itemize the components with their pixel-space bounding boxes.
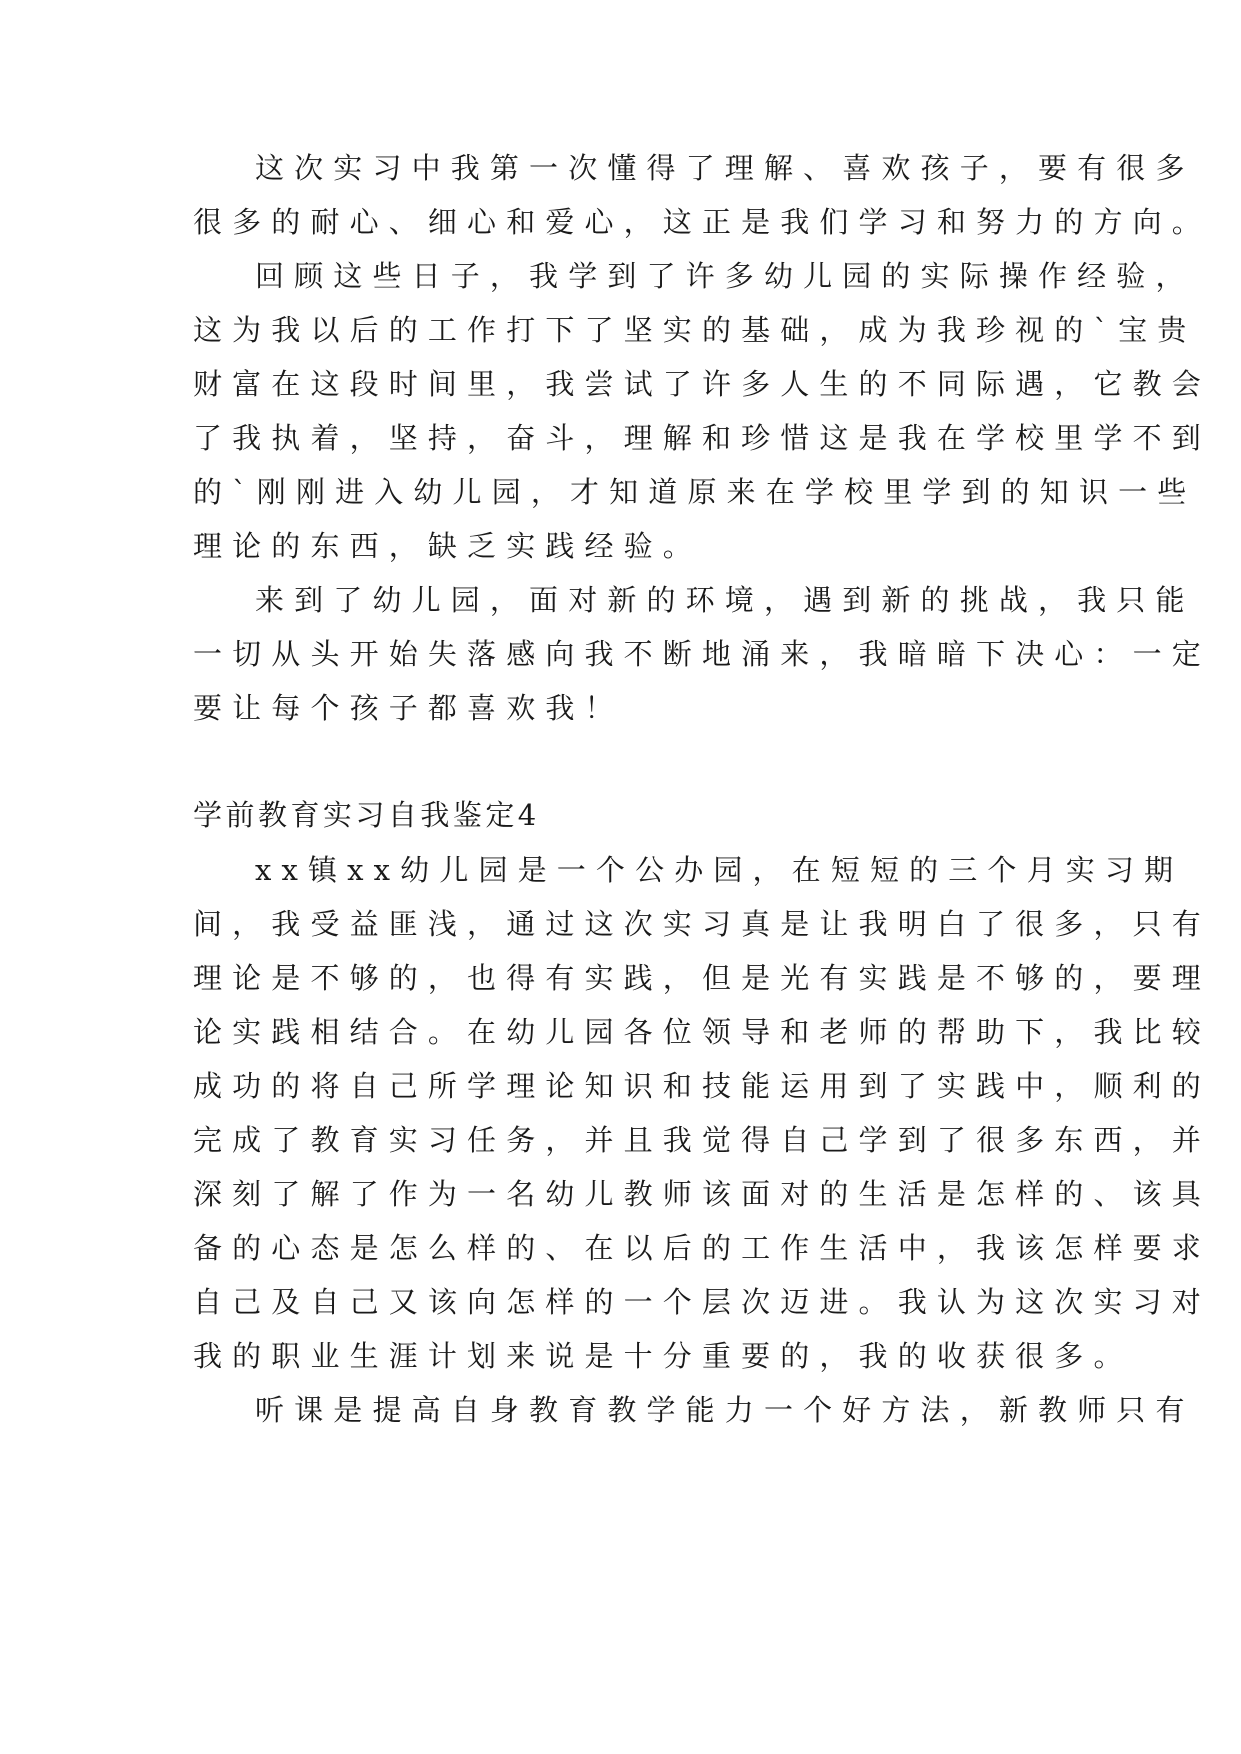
paragraph-line: 了我执着，坚持，奋斗，理解和珍惜这是我在学校里学不到 <box>193 421 1211 455</box>
paragraph-line: 要让每个孩子都喜欢我！ <box>193 691 624 725</box>
paragraph-line: 理论是不够的，也得有实践，但是光有实践是不够的，要理 <box>193 961 1211 995</box>
paragraph-line: 听课是提高自身教育教学能力一个好方法，新教师只有 <box>255 1393 1195 1427</box>
paragraph-line: 备的心态是怎么样的、在以后的工作生活中，我该怎样要求 <box>193 1231 1211 1265</box>
paragraph-line: 间，我受益匪浅，通过这次实习真是让我明白了很多，只有 <box>193 907 1211 941</box>
paragraph-line: 理论的东西，缺乏实践经验。 <box>193 529 702 563</box>
paragraph-line: 完成了教育实习任务，并且我觉得自己学到了很多东西，并 <box>193 1123 1211 1157</box>
paragraph-line: 回顾这些日子，我学到了许多幼儿园的实际操作经验， <box>255 259 1195 293</box>
paragraph-line: 我的职业生涯计划来说是十分重要的，我的收获很多。 <box>193 1339 1133 1373</box>
paragraph-line: 一切从头开始失落感向我不断地涌来，我暗暗下决心：一定 <box>193 637 1211 671</box>
paragraph-line: 的`刚刚进入幼儿园，才知道原来在学校里学到的知识一些 <box>193 475 1197 509</box>
paragraph-line: 这为我以后的工作打下了坚实的基础，成为我珍视的`宝贵 <box>193 313 1197 347</box>
section-heading: 学前教育实习自我鉴定4 <box>193 798 540 832</box>
paragraph-line: 财富在这段时间里，我尝试了许多人生的不同际遇，它教会 <box>193 367 1211 401</box>
paragraph-line: 这次实习中我第一次懂得了理解、喜欢孩子，要有很多 <box>255 151 1195 185</box>
paragraph-line: 论实践相结合。在幼儿园各位领导和老师的帮助下，我比较 <box>193 1015 1211 1049</box>
paragraph-line: 成功的将自己所学理论知识和技能运用到了实践中，顺利的 <box>193 1069 1211 1103</box>
paragraph-line: 来到了幼儿园，面对新的环境，遇到新的挑战，我只能 <box>255 583 1195 617</box>
paragraph-line: 自己及自己又该向怎样的一个层次迈进。我认为这次实习对 <box>193 1285 1211 1319</box>
paragraph-line: 深刻了解了作为一名幼儿教师该面对的生活是怎样的、该具 <box>193 1177 1211 1211</box>
paragraph-line: 很多的耐心、细心和爱心，这正是我们学习和努力的方向。 <box>193 205 1211 239</box>
paragraph-line: xx镇xx幼儿园是一个公办园，在短短的三个月实习期 <box>255 853 1184 887</box>
